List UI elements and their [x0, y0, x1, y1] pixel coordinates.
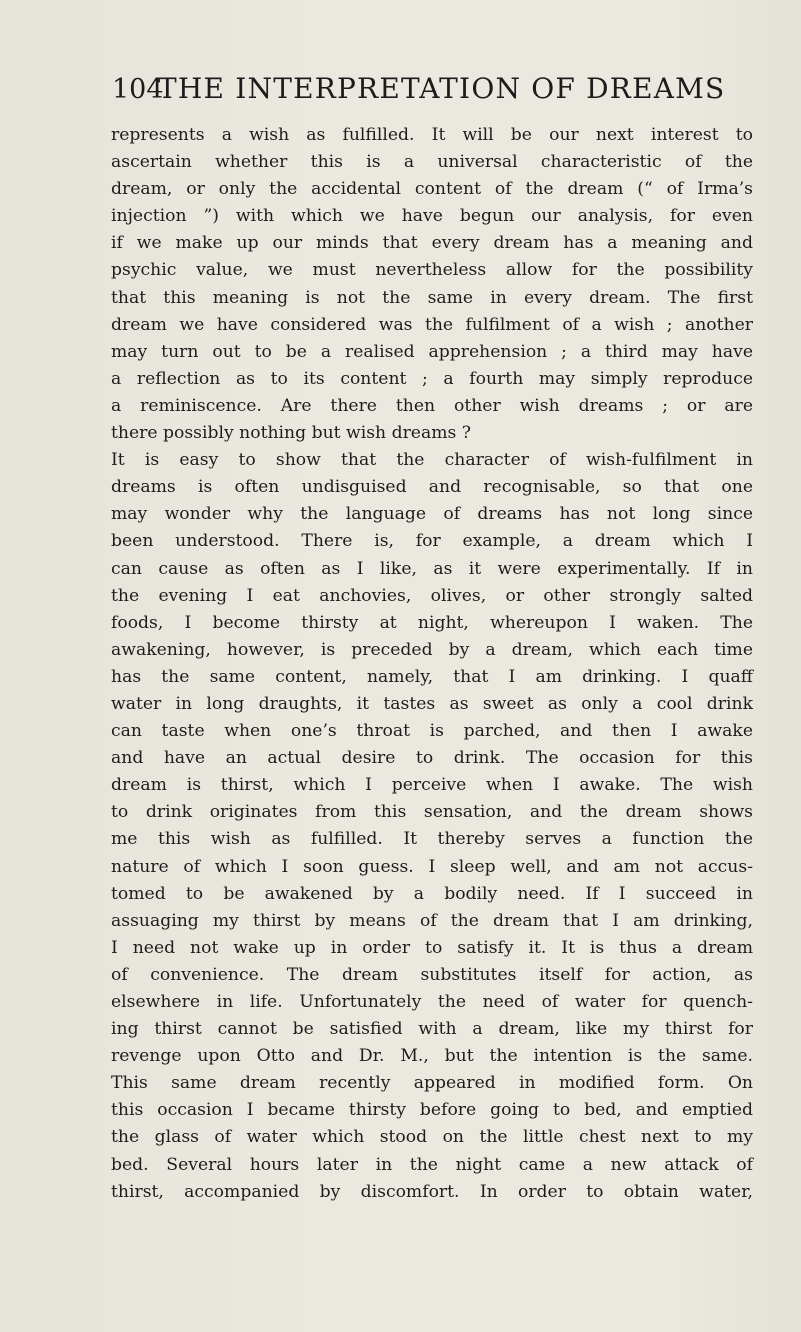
text-line: dreams is often undisguised and recognisable, so that one [111, 477, 753, 498]
text-line: awakening, however, is preceded by a dream, which each time [111, 639, 753, 660]
text-line: may turn out to be a realised apprehension ; a third may have [111, 341, 753, 362]
text-line: water in long draughts, it tastes as sweet as only a cool drink [111, 693, 753, 714]
text-line: of convenience. The dream substitutes itself for action, as [111, 964, 753, 985]
text-line: ascertain whether this is a universal characteristic of the [111, 152, 753, 173]
text-line: foods, I become thirsty at night, whereupon I waken. The [111, 612, 753, 633]
text-line: I need not wake up in order to satisfy it. It is thus a dream [111, 937, 753, 958]
text-line: been understood. There is, for example, a dream which I [111, 531, 753, 552]
text-line: may wonder why the language of dreams has not long since [111, 504, 753, 525]
text-line: the glass of water which stood on the little chest next to my [111, 1127, 753, 1148]
page-number: 104 [112, 74, 164, 105]
text-line: assuaging my thirst by means of the dream that I am drinking, [111, 910, 753, 931]
text-line: that this meaning is not the same in every dream. The first [111, 287, 753, 308]
text-line: dream, or only the accidental content of the dream (“ of Irma’s [111, 179, 753, 200]
text-line: elsewhere in life. Unfortunately the need of water for quench- [111, 992, 753, 1012]
text-line: tomed to be awakened by a bodily need. If I succeed in [111, 883, 753, 904]
page-header [112, 72, 752, 112]
text-line: psychic value, we must nevertheless allow for the possibility [111, 260, 753, 281]
text-line: dream we have considered was the fulfilment of a wish ; another [111, 314, 753, 335]
text-line: can cause as often as I like, as it were experimentally. If in [111, 558, 753, 579]
text-line: injection ”) with which we have begun our analysis, for even [111, 206, 753, 227]
text-line: dream is thirst, which I perceive when I awake. The wish [111, 775, 753, 796]
text-line: nature of which I soon guess. I sleep well, and am not accus- [111, 856, 753, 877]
text-line: ing thirst cannot be satisfied with a dream, like my thirst for [111, 1019, 753, 1040]
text-line: and have an actual desire to drink. The occasion for this [111, 748, 753, 769]
body-text [111, 122, 753, 1206]
text-line: a reflection as to its content ; a fourth may simply reproduce [111, 368, 753, 389]
text-line: to drink originates from this sensation, and the dream shows [111, 802, 753, 823]
paragraph-last-line: there possibly nothing but wish dreams ? [111, 423, 472, 444]
text-line: This same dream recently appeared in modified form. On [111, 1073, 753, 1094]
running-title: THE INTERPRETATION OF DREAMS [158, 72, 726, 105]
text-line: the evening I eat anchovies, olives, or other strongly salted [111, 585, 753, 606]
text-line: if we make up our minds that every dream has a meaning and [111, 233, 753, 254]
paragraph-first-line: It is easy to show that the character of wish-fulfilment in [111, 450, 753, 471]
text-line: bed. Several hours later in the night came a new attack of [111, 1154, 753, 1175]
text-line: represents a wish as fulfilled. It will be our next interest to [111, 125, 753, 145]
text-line: me this wish as fulfilled. It thereby serves a function the [111, 829, 753, 850]
text-line: revenge upon Otto and Dr. M., but the intention is the same. [111, 1046, 753, 1067]
text-line: has the same content, namely, that I am drinking. I quaff [111, 666, 753, 687]
text-line: a reminiscence. Are there then other wish dreams ; or are [111, 395, 753, 416]
text-line: thirst, accompanied by discomfort. In order to obtain water, [111, 1181, 753, 1202]
text-line: this occasion I became thirsty before going to bed, and emptied [111, 1100, 753, 1121]
text-line: can taste when one’s throat is parched, and then I awake [111, 721, 753, 742]
